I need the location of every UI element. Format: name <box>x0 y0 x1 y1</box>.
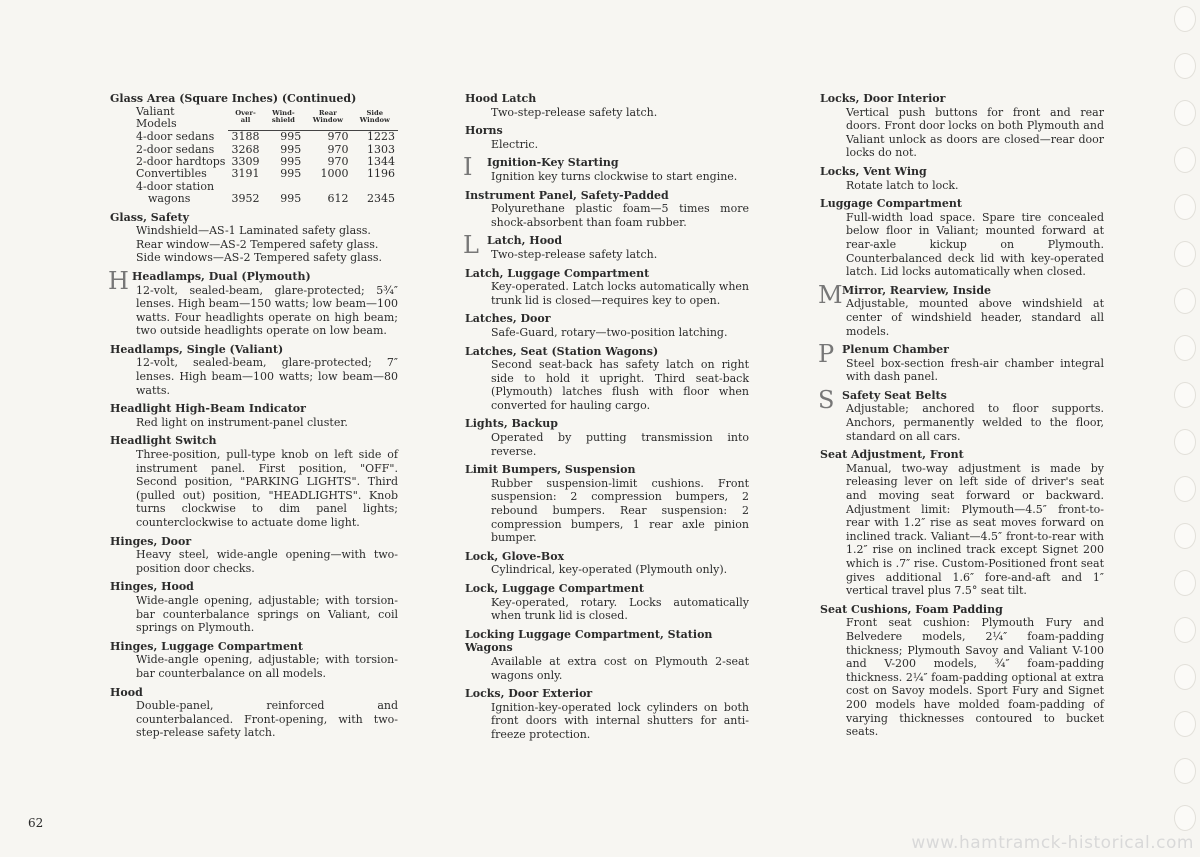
binder-hole <box>1174 241 1196 267</box>
table-cell: 970 <box>327 154 349 168</box>
section-letter: I <box>463 153 473 182</box>
table-cell: 2345 <box>367 192 395 206</box>
entry-body: Heavy steel, wide-angle opening—with two-position door checks. <box>136 548 398 575</box>
spec-entry <box>465 312 749 339</box>
table-cell: 3191 <box>231 167 260 181</box>
spec-entry <box>818 385 1104 443</box>
spec-entry <box>108 266 398 338</box>
binder-hole <box>1174 382 1196 408</box>
binder-hole <box>1174 147 1196 173</box>
entry-body: Adjustable; anchored to floor supports. Anchors, permanently welded to the floor, standard on all cars. <box>846 402 1104 443</box>
entry-body: Rotate latch to lock. <box>846 178 959 192</box>
binder-hole <box>1174 570 1196 596</box>
entry-body: Polyurethane plastic foam—5 times more shock-absorbent than foam rubber. <box>491 202 749 229</box>
table-cell: 995 <box>280 130 302 144</box>
table-cell-model: Convertibles <box>136 167 207 181</box>
table-cell: 3188 <box>231 130 260 144</box>
table-cell: 1303 <box>367 142 395 156</box>
table-cell: 3309 <box>231 154 260 168</box>
entry-heading: Hood <box>110 685 143 699</box>
binder-hole <box>1174 6 1196 32</box>
spec-entry <box>110 402 398 429</box>
table-cell: 995 <box>280 167 302 181</box>
section-letter: P <box>818 340 835 369</box>
entry-body: Vertical push buttons for front and rear doors. Front door locks on both Plymouth and Valiant unlock as doors are closed—rear door locks do not. <box>846 105 1104 160</box>
table-cell: 1196 <box>367 167 395 181</box>
entry-body: Wide-angle opening, adjustable; with torsion-bar counterbalance on all models. <box>136 653 398 680</box>
section-letter: L <box>463 231 479 260</box>
entry-body: Safe-Guard, rotary—two-position latching. <box>491 325 728 339</box>
entry-heading: Hinges, Luggage Compartment <box>110 639 304 653</box>
table-row <box>136 193 398 205</box>
entry-heading: Locks, Door Exterior <box>465 687 593 701</box>
table-cell: 995 <box>280 154 302 168</box>
entry-heading: Seat Adjustment, Front <box>820 448 964 462</box>
binder-hole <box>1174 758 1196 784</box>
table-header: Side Window <box>352 106 398 131</box>
entry-body: Manual, two-way adjustment is made by releasing lever on left side of driver's seat and moving seat forward or backward. Adjustment limit: Plymouth—4.5″ front-to-rear with 1.2″ rise as seat moves forward on inclined track. Valiant—4.5″ front-to-rear with 1.2″ rise on inclined track except Signet 200 which is .7″ rise. Custom-Positioned front seat gives additional 1.6″ fore-and-aft and 1″ vertical travel plus 7.5° seat tilt. <box>846 461 1104 598</box>
spec-entry <box>465 463 749 545</box>
watermark: www.hamtramck-historical.com <box>911 833 1194 853</box>
column-3 <box>820 92 1104 744</box>
entry-body: 12-volt, sealed-beam, glare-protected; 5¾″ lenses. High beam—150 watts; low beam—100 watts. Four headlights operate on high beam; two outside headlights operate on low beam. <box>136 283 398 338</box>
spec-entry <box>465 687 749 741</box>
binder-hole <box>1174 476 1196 502</box>
entry-heading: Locks, Vent Wing <box>820 164 927 178</box>
entry-heading: Hinges, Hood <box>110 580 194 594</box>
entry-body: Adjustable, mounted above windshield at center of windshield header, standard all models. <box>846 297 1104 338</box>
table-row <box>136 131 398 144</box>
entry-heading: Ignition-Key Starting <box>487 156 619 170</box>
entry-heading: Glass, Safety <box>110 210 190 224</box>
binder-hole <box>1174 429 1196 455</box>
entry-line: Rear window—AS-2 Tempered safety glass. <box>136 237 379 251</box>
spec-entry <box>820 448 1104 598</box>
entry-body: Ignition key turns clockwise to start engine. <box>491 169 738 183</box>
spec-entry <box>465 345 749 413</box>
entry-heading: Latch, Hood <box>487 234 563 248</box>
entry-body: Cylindrical, key-operated (Plymouth only). <box>491 563 728 577</box>
entry-heading: Horns <box>465 124 503 138</box>
table-cell: 970 <box>327 130 349 144</box>
spec-entry <box>465 92 749 119</box>
entry-heading: Latch, Luggage Compartment <box>465 266 650 280</box>
spec-entry <box>820 603 1104 739</box>
entry-heading: Headlamps, Dual (Plymouth) <box>132 269 311 283</box>
binder-hole <box>1174 711 1196 737</box>
section-letter: H <box>108 266 129 295</box>
spec-entry <box>110 686 398 740</box>
binder-hole <box>1174 335 1196 361</box>
spec-entry <box>820 92 1104 160</box>
entry-heading: Latches, Seat (Station Wagons) <box>465 344 659 358</box>
spec-entry <box>820 197 1104 279</box>
entry-heading: Glass Area (Square Inches) (Continued) <box>110 92 357 105</box>
table-cell: 1000 <box>320 167 349 181</box>
spec-entry <box>818 280 1104 338</box>
table-cell: 995 <box>280 142 302 156</box>
table-header: Over-all <box>228 106 262 131</box>
entry-body: Three-position, pull-type knob on left side of instrument panel. First position, "OFF". Second position, "PARKING LIGHTS". Third (pulled out) position, "HEADLIGHTS". Knob turns clockwise to dim panel lights; counterclockwise to actuate dome light. <box>136 448 398 529</box>
entry-body: Electric. <box>491 137 539 151</box>
page-number: 62 <box>28 816 44 830</box>
table-cell-model: 4-door sedans <box>136 130 215 144</box>
entry-heading: Luggage Compartment <box>820 197 962 211</box>
binder-hole <box>1174 53 1196 79</box>
entry-body: Rubber suspension-limit cushions. Front suspension: 2 compression bumpers, 2 rebound bumpers. Rear suspension: 2 compression bumpers, 1 rear axle pinion bumper. <box>491 476 749 545</box>
binder-hole <box>1174 288 1196 314</box>
entry-body: Key-operated, rotary. Locks automatically when trunk lid is closed. <box>491 595 749 623</box>
entry-heading: Safety Seat Belts <box>842 388 947 402</box>
spec-entry <box>465 267 749 308</box>
column-1 <box>110 92 398 745</box>
entry-heading: Latches, Door <box>465 312 551 326</box>
glass-area-table <box>136 106 398 206</box>
binder-hole <box>1174 805 1196 831</box>
section-letter: M <box>818 280 843 309</box>
table-header: Wind-shield <box>263 106 305 131</box>
table-cell: 1344 <box>367 154 395 168</box>
spec-entry <box>110 640 398 681</box>
entry-line: Windshield—AS-1 Laminated safety glass. <box>136 224 371 238</box>
table-header: Rear Window <box>304 106 351 131</box>
table-cell: 3268 <box>231 142 260 156</box>
binder-hole <box>1174 523 1196 549</box>
entry-heading: Instrument Panel, Safety-Padded <box>465 188 669 202</box>
entry-heading: Headlight High-Beam Indicator <box>110 402 306 416</box>
entry-body: Two-step-release safety latch. <box>491 247 658 261</box>
entry-body: 12-volt, sealed-beam, glare-protected; 7″ lenses. High beam—100 watts; low beam—80 watts. <box>136 356 398 397</box>
table-cell-model: 4-door station <box>136 179 215 193</box>
entry-body: Second seat-back has safety latch on right side to hold it upright. Third seat-back (Plymouth) latches flush with floor when converted for hauling cargo. <box>491 358 749 412</box>
entry-body: Key-operated. Latch locks automatically when trunk lid is closed—requires key to open. <box>491 280 749 307</box>
entry-body: Double-panel, reinforced and counterbalanced. Front-opening, with two-step-release safety latch. <box>136 699 398 740</box>
table-cell: 3952 <box>231 192 260 206</box>
spec-entry <box>465 628 749 682</box>
entry-heading: Locks, Door Interior <box>820 92 946 105</box>
table-cell: 612 <box>327 192 349 206</box>
table-cell: 995 <box>280 192 302 206</box>
spec-entry <box>463 231 749 261</box>
entry-body: Two-step-release safety latch. <box>491 105 658 119</box>
spec-entry <box>110 580 398 634</box>
spec-entry <box>110 535 398 576</box>
entry-heading: Plenum Chamber <box>842 343 949 357</box>
entry-body: Available at extra cost on Plymouth 2-seat wagons only. <box>491 654 749 682</box>
entry-body: Full-width load space. Spare tire concealed below floor in Valiant; mounted forward at rear-axle kickup on Plymouth. Counterbalanced deck lid with key-operated latch. Lid locks automatically when closed. <box>846 210 1104 279</box>
entry-body: Operated by putting transmission into reverse. <box>491 431 749 458</box>
spec-entry <box>465 417 749 458</box>
spec-entry <box>465 189 749 230</box>
table-cell-model: wagons <box>148 192 191 206</box>
table-cell-model: 2-door hardtops <box>136 154 226 168</box>
table-header-models: Valiant Models <box>136 104 177 130</box>
spec-entry <box>110 434 398 529</box>
entry-body <box>136 224 398 265</box>
entry-heading: Lock, Luggage Compartment <box>465 582 644 595</box>
binder-holes <box>1160 0 1200 857</box>
table-cell: 970 <box>327 142 349 156</box>
entry-body: Steel box-section fresh-air chamber integral with dash panel. <box>846 356 1104 384</box>
spec-entry <box>818 340 1104 384</box>
entry-heading: Headlight Switch <box>110 434 217 448</box>
entry-heading: Locking Luggage Compartment, Station Wagons <box>465 627 713 655</box>
binder-hole <box>1174 617 1196 643</box>
entry-heading: Mirror, Rearview, Inside <box>842 283 992 297</box>
binder-hole <box>1174 664 1196 690</box>
entry-heading: Lights, Backup <box>465 417 558 431</box>
spec-entry <box>110 211 398 265</box>
entry-heading: Lock, Glove-Box <box>465 549 565 563</box>
entry-body: Ignition-key-operated lock cylinders on both front doors with internal shutters for anti-freeze protection. <box>491 700 749 741</box>
spec-entry <box>465 582 749 623</box>
spec-entry <box>465 550 749 577</box>
entry-heading: Hood Latch <box>465 92 537 105</box>
entry-body: Red light on instrument-panel cluster. <box>136 415 348 429</box>
spec-entry <box>465 124 749 151</box>
table-cell: 1223 <box>367 130 395 144</box>
table-cell-model: 2-door sedans <box>136 142 215 156</box>
binder-hole <box>1174 194 1196 220</box>
spec-entry <box>110 343 398 397</box>
section-letter: S <box>818 385 835 414</box>
entry-heading: Headlamps, Single (Valiant) <box>110 342 284 356</box>
column-2 <box>465 92 749 747</box>
entry-heading: Limit Bumpers, Suspension <box>465 463 636 477</box>
spec-entry <box>463 153 749 183</box>
spec-entry <box>820 165 1104 192</box>
binder-hole <box>1174 100 1196 126</box>
glass-area-entry <box>110 92 398 206</box>
entry-heading: Hinges, Door <box>110 534 192 548</box>
entry-body: Front seat cushion: Plymouth Fury and Belvedere models, 2¼″ foam-padding thickness; Plymouth Savoy and Valiant V-100 and V-200 models, ¾″ foam-padding thickness. 2¼″ foam-padding optional at extra cost on Savoy models. Sport Fury and Signet 200 models have molded foam-padding of varying thicknesses contoured to bucket seats. <box>846 616 1104 739</box>
entry-heading: Seat Cushions, Foam Padding <box>820 602 1003 616</box>
table-row <box>136 168 398 180</box>
entry-line: Side windows—AS-2 Tempered safety glass. <box>136 251 383 265</box>
entry-body: Wide-angle opening, adjustable; with torsion-bar counterbalance springs on Valiant, coil springs on Plymouth. <box>136 593 398 635</box>
